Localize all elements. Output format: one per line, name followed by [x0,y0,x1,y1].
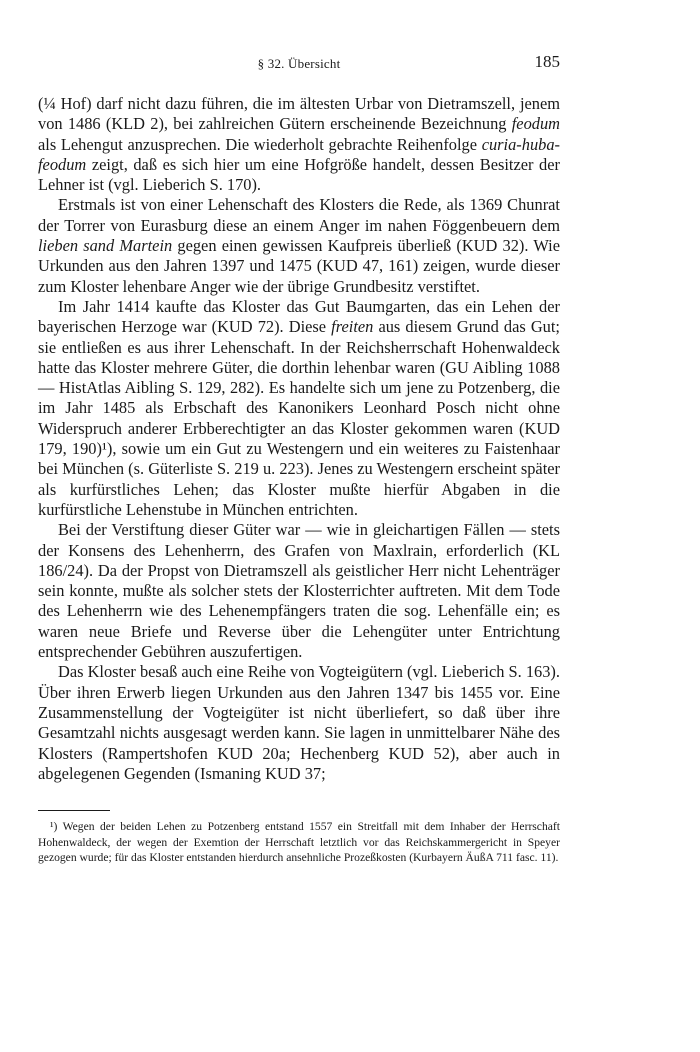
book-page [38,52,560,865]
text-run: Erstmals ist von einer Lehenschaft des Klosters die Rede, als 1369 Chunrat der Torrer von Eurasburg diese an einem Anger im nahen Föggenbeuern dem [38,195,560,235]
body-paragraph [38,662,560,784]
text-run: Im Jahr 1414 kaufte das Kloster das Gut Baumgarten, das ein Lehen der bayerischen Herzoge war (KUD 72). Diese [38,296,560,337]
text-run: (¼ Hof) darf nicht dazu führen, die im ältesten Urbar von Dietramszell, jenem von 1486 (KLD 2), bei zahlreichen Gütern erscheinende Bezeichnung [38,94,560,134]
footnote-marker: ¹) [50,820,58,834]
italic-term: feodum [511,114,560,134]
running-head: § 32. Übersicht [257,56,341,71]
italic-term: curia-huba-feodum [38,134,560,174]
body-paragraph [38,94,560,195]
body-paragraph [38,297,560,520]
body-text [38,94,560,784]
footnote [38,819,560,865]
text-run: als Lehengut anzusprechen. Die wiederholt gebrachte Reihenfolge [38,134,482,154]
text-run: zeigt, daß es sich hier um eine Hofgröße handelt, dessen Besitzer der Lehner ist (vgl. Lieberich S. 170). [38,154,560,195]
footnote-divider [38,810,110,811]
page-header [38,52,560,76]
page-number: 185 [534,52,560,71]
text-run: gegen einen gewissen Kaufpreis überließ (KUD 32). Wie Urkunden aus den Jahren 1397 und 1475 (KUD 47, 161) zeigen, wurde dieser zum Kloster lehenbare Anger wie der übrige Grundbesitz verstiftet. [38,236,561,296]
text-run: aus diesem Grund das Gut; sie entließen es aus ihrer Lehenschaft. In der Reichsherrschaft Hohenwaldeck hatte das Kloster mehrere Güter, die dorthin lehenbar waren (GU Aibling 1088 — HistAtlas Aibling S. 129, 282). Es handelte sich um jene zu Potzenberg, die im Jahr 1485 als Erbschaft des Kanonikers Leonhard Posch nicht ohne Widerspruch anderer Erbberechtigter an das Kloster gekommen waren (KUD 179, 190)¹), sowie um ein Gut zu Westengern und ein weiteres zu Faistenhaar bei München (s. Güterliste S. 219 u. 223). Jenes zu Westengern erscheint später als kurfürstliches Lehen; das Kloster mußte hierfür Abgaben in die kurfürstliche Lehenstube in München entrichten. [38,317,560,519]
italic-term: lieben sand Martein [38,236,173,256]
body-paragraph [38,520,560,662]
italic-term: freiten [331,317,374,337]
text-run: Das Kloster besaß auch eine Reihe von Vogteigütern (vgl. Lieberich S. 163). Über ihren Erwerb liegen Urkunden aus den Jahren 1347 bis 1455 vor. Eine Zusammenstellung der Vogteigüter ist nicht überliefert, so daß über ihre Gesamtzahl nichts ausgesagt werden kann. Sie lagen in unmittelbarer Nähe des Klosters (Rampertshofen KUD 20a; Hechenberg KUD 52), aber auch in abgelegenen Gegenden (Ismaning KUD 37; [38,662,560,783]
body-paragraph [38,195,560,296]
footnote-text: Wegen der beiden Lehen zu Potzenberg entstand 1557 ein Streitfall mit dem Inhaber der Herrschaft Hohenwaldeck, der wegen der Exemtion der Herrschaft letztlich vor das Reichskammergericht in Speyer gezogen wurde; für das Kloster entstanden hierdurch ansehnliche Prozeßkosten (Kurbayern ÄußA 711 fasc. 11). [38,820,560,864]
text-run: Bei der Verstiftung dieser Güter war — wie in gleichartigen Fällen — stets der Konsens des Lehenherrn, des Grafen von Maxlrain, erforderlich (KL 186/24). Da der Propst von Dietramszell als geistlicher Herr nicht Lehenträger sein konnte, mußte als solcher stets der Klosterrichter auftreten. Mit dem Tode des Lehenherrn wie des Lehenempfängers traten die sog. Lehenfälle ein; es waren neue Briefe und Reverse über die Lehengüter unter Entrichtung entsprechender Gebühren auszufertigen. [38,520,560,662]
